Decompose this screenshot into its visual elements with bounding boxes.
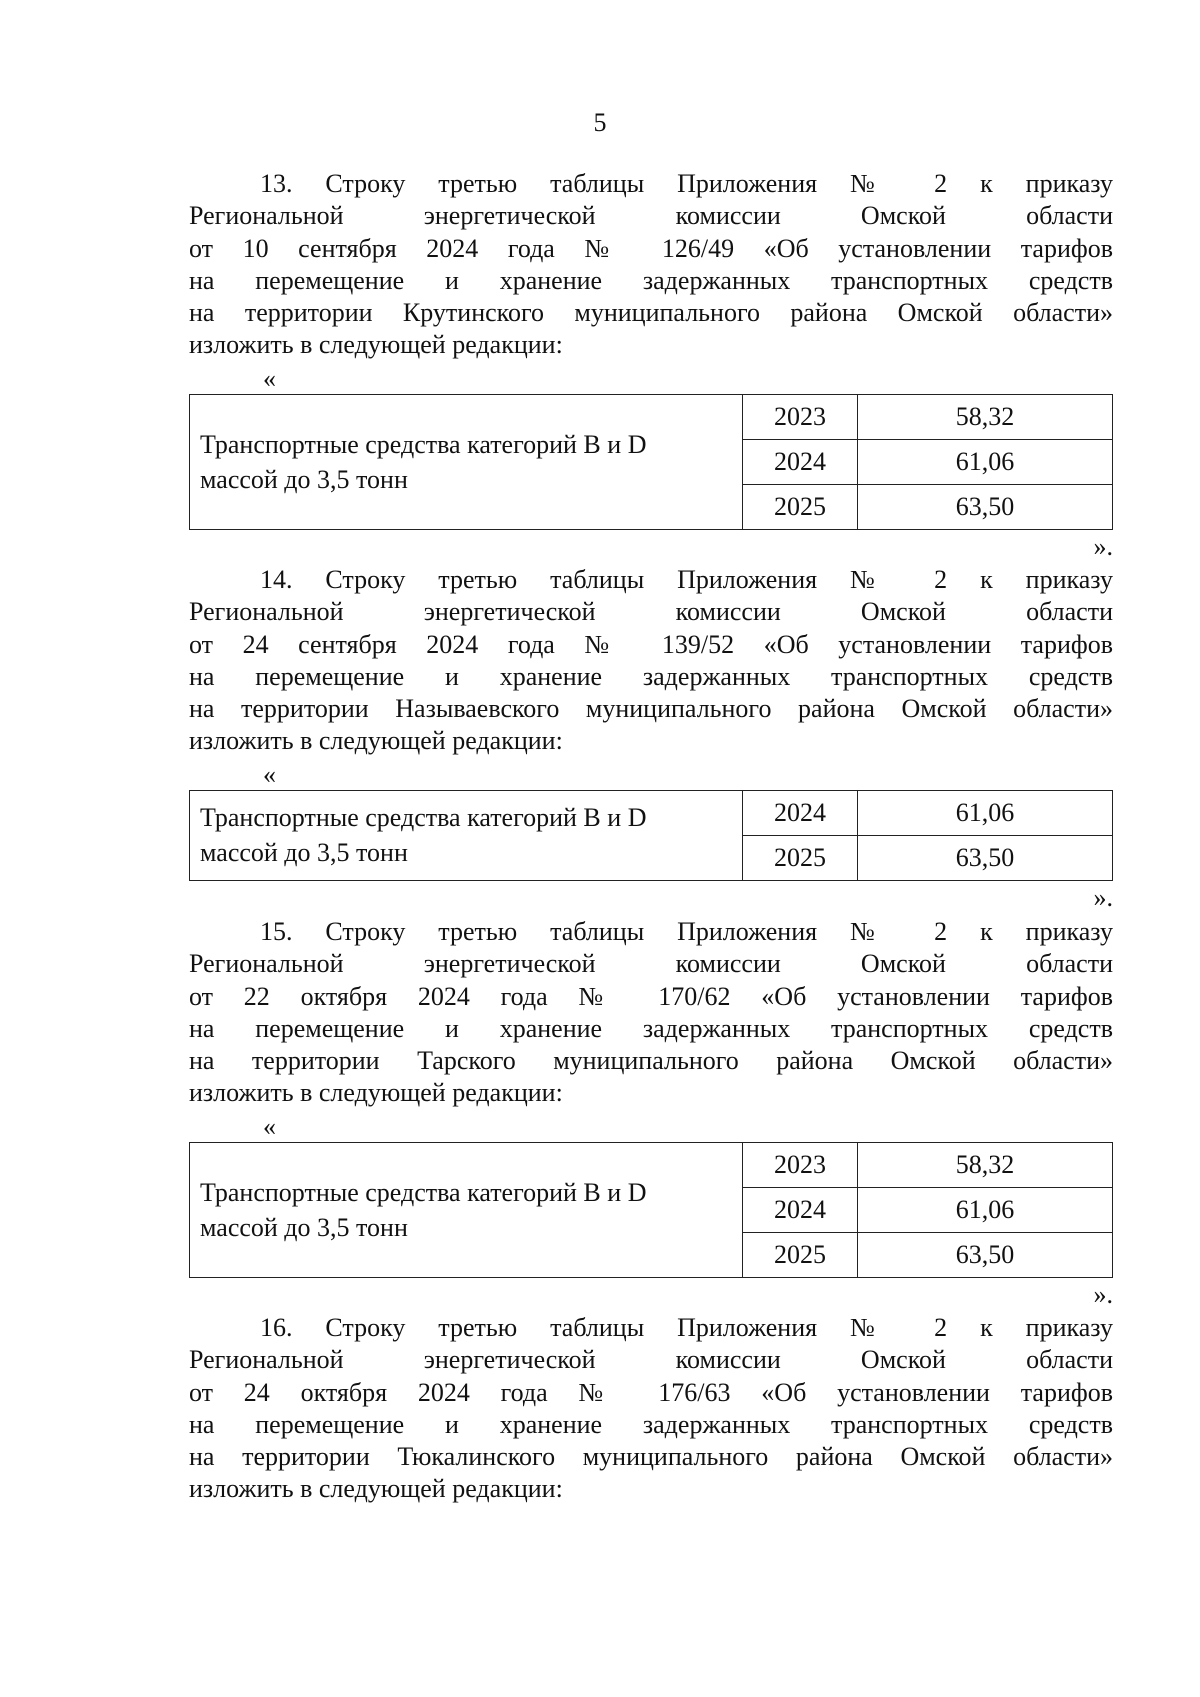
tariff-value-cell: 61,06: [858, 1187, 1113, 1232]
paragraph-line: Региональной энергетической комиссии Омской области: [189, 597, 1113, 627]
paragraph-line: 14. Строку третью таблицы Приложения № 2 к приказу: [260, 565, 1113, 594]
paragraph-line: Региональной энергетической комиссии Омской области: [189, 201, 1113, 231]
paragraph-line: от 24 сентября 2024 года № 139/52 «Об установлении тарифов: [189, 629, 1113, 659]
paragraph-line: от 10 сентября 2024 года № 126/49 «Об установлении тарифов: [189, 233, 1113, 263]
year-cell: 2023: [743, 1142, 858, 1187]
paragraph-line: изложить в следующей редакции:: [189, 330, 563, 360]
year-cell: 2025: [743, 835, 858, 880]
open-quote: «: [263, 759, 276, 789]
tariff-value-cell: 58,32: [858, 394, 1113, 439]
vehicle-category-cell: [190, 394, 743, 529]
section-15: [189, 916, 1113, 1310]
paragraph-line: 16. Строку третью таблицы Приложения № 2 к приказу: [260, 1313, 1113, 1342]
vehicle-category-line: массой до 3,5 тонн: [200, 1212, 408, 1242]
close-quote: ».: [1093, 1279, 1113, 1309]
year-cell: 2024: [743, 790, 858, 835]
tariff-value-cell: 63,50: [858, 1232, 1113, 1277]
vehicle-category-line: массой до 3,5 тонн: [200, 838, 408, 868]
year-cell: 2025: [743, 484, 858, 529]
table-row: [190, 394, 1113, 439]
tariff-table: [189, 394, 1113, 530]
table-row: [190, 1142, 1113, 1187]
vehicle-category-cell: [190, 1142, 743, 1277]
paragraph-line: изложить в следующей редакции:: [189, 726, 563, 756]
year-cell: 2023: [743, 394, 858, 439]
paragraph: [189, 564, 1113, 758]
open-quote: «: [263, 363, 276, 393]
page-number: 5: [593, 108, 607, 137]
vehicle-category-line: Транспортные средства категорий B и D: [200, 1177, 647, 1207]
paragraph-line: на территории Называевского муниципального района Омской области»: [189, 694, 1113, 724]
paragraph-line: на перемещение и хранение задержанных транспортных средств: [189, 1409, 1113, 1439]
vehicle-category-line: Транспортные средства категорий B и D: [200, 803, 647, 833]
paragraph: [189, 916, 1113, 1110]
tariff-value-cell: 61,06: [858, 790, 1113, 835]
paragraph-line: на перемещение и хранение задержанных транспортных средств: [189, 661, 1113, 691]
tariff-value-cell: 63,50: [858, 484, 1113, 529]
year-cell: 2024: [743, 1187, 858, 1232]
paragraph-line: Региональной энергетической комиссии Омской области: [189, 949, 1113, 979]
paragraph-line: на территории Крутинского муниципального района Омской области»: [189, 298, 1113, 328]
section-14: [189, 564, 1113, 913]
vehicle-category-line: Транспортные средства категорий B и D: [200, 429, 647, 459]
year-cell: 2025: [743, 1232, 858, 1277]
paragraph-line: от 22 октября 2024 года № 170/62 «Об установлении тарифов: [189, 981, 1113, 1011]
paragraph-line: изложить в следующей редакции:: [189, 1474, 563, 1504]
vehicle-category-cell: [190, 790, 743, 880]
paragraph-line: 13. Строку третью таблицы Приложения № 2 к приказу: [260, 169, 1113, 198]
paragraph-line: на перемещение и хранение задержанных транспортных средств: [189, 265, 1113, 295]
paragraph-line: изложить в следующей редакции:: [189, 1078, 563, 1108]
close-quote: ».: [1093, 531, 1113, 561]
paragraph-line: от 24 октября 2024 года № 176/63 «Об установлении тарифов: [189, 1377, 1113, 1407]
tariff-value-cell: 61,06: [858, 439, 1113, 484]
paragraph-line: на перемещение и хранение задержанных транспортных средств: [189, 1013, 1113, 1043]
tariff-value-cell: 58,32: [858, 1142, 1113, 1187]
paragraph-line: на территории Тарского муниципального района Омской области»: [189, 1046, 1113, 1076]
tariff-table: [189, 790, 1113, 881]
paragraph-line: 15. Строку третью таблицы Приложения № 2 к приказу: [260, 917, 1113, 946]
section-16: [189, 1312, 1113, 1506]
paragraph: [189, 168, 1113, 362]
section-13: [189, 168, 1113, 562]
year-cell: 2024: [743, 439, 858, 484]
table-row: [190, 790, 1113, 835]
tariff-table: [189, 1142, 1113, 1278]
paragraph: [189, 1312, 1113, 1506]
paragraph-line: Региональной энергетической комиссии Омской области: [189, 1345, 1113, 1375]
vehicle-category-line: массой до 3,5 тонн: [200, 464, 408, 494]
close-quote: ».: [1093, 882, 1113, 912]
open-quote: «: [263, 1111, 276, 1141]
tariff-value-cell: 63,50: [858, 835, 1113, 880]
paragraph-line: на территории Тюкалинского муниципального района Омской области»: [189, 1442, 1113, 1472]
